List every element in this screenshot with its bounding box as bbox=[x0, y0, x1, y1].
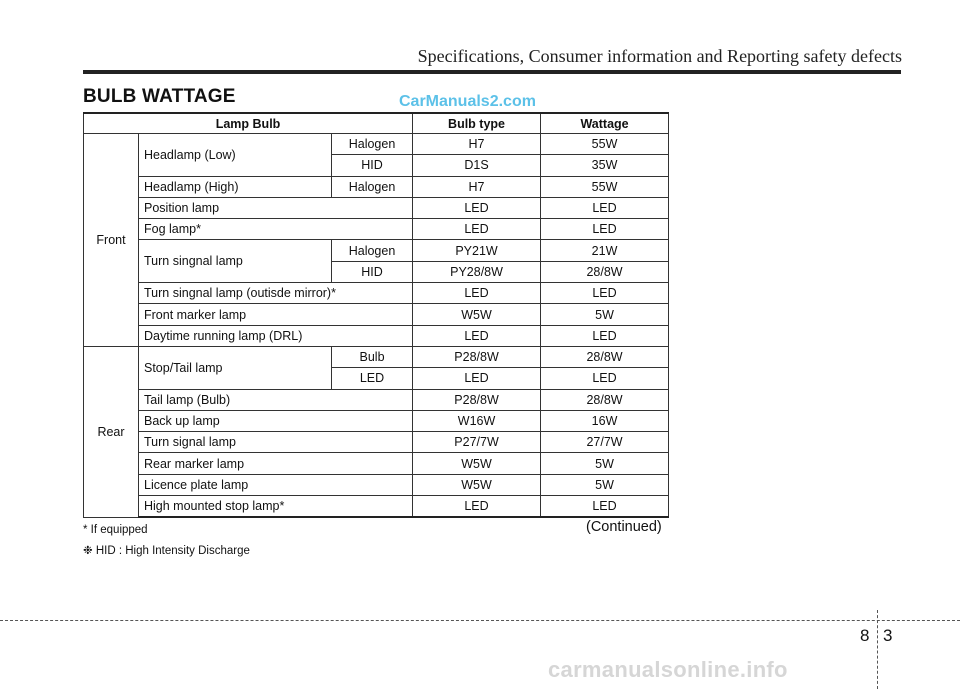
lamp-name: Turn singnal lamp bbox=[139, 240, 332, 283]
table-row bbox=[84, 134, 669, 155]
page-number-divider bbox=[877, 610, 878, 689]
bulb-type: W5W bbox=[413, 474, 541, 495]
bulb-type: LED bbox=[413, 283, 541, 304]
lamp-name: Headlamp (High) bbox=[139, 176, 332, 197]
bulb-type: LED bbox=[413, 368, 541, 389]
lamp-variant: HID bbox=[332, 261, 413, 282]
table-row bbox=[84, 389, 669, 410]
wattage: 5W bbox=[541, 304, 669, 325]
table-row bbox=[84, 432, 669, 453]
bulb-type: P28/8W bbox=[413, 346, 541, 367]
wattage: LED bbox=[541, 496, 669, 518]
table-row bbox=[84, 176, 669, 197]
lamp-variant: HID bbox=[332, 155, 413, 176]
table-row bbox=[84, 240, 669, 261]
wattage: LED bbox=[541, 219, 669, 240]
lamp-name: Turn signal lamp bbox=[139, 432, 413, 453]
lamp-variant: Halogen bbox=[332, 176, 413, 197]
table-row bbox=[84, 219, 669, 240]
lamp-name: Position lamp bbox=[139, 197, 413, 218]
wattage: 28/8W bbox=[541, 346, 669, 367]
wattage: 5W bbox=[541, 453, 669, 474]
wattage: LED bbox=[541, 325, 669, 346]
wattage: 55W bbox=[541, 176, 669, 197]
lamp-name: Daytime running lamp (DRL) bbox=[139, 325, 413, 346]
lamp-name: Rear marker lamp bbox=[139, 453, 413, 474]
wattage: LED bbox=[541, 197, 669, 218]
wattage: 16W bbox=[541, 410, 669, 431]
bulb-type: H7 bbox=[413, 176, 541, 197]
lamp-name: Licence plate lamp bbox=[139, 474, 413, 495]
bulb-type: W5W bbox=[413, 304, 541, 325]
bulb-type: H7 bbox=[413, 134, 541, 155]
wattage: 55W bbox=[541, 134, 669, 155]
lamp-name: Back up lamp bbox=[139, 410, 413, 431]
lamp-variant: Halogen bbox=[332, 240, 413, 261]
lamp-variant: LED bbox=[332, 368, 413, 389]
table-row bbox=[84, 304, 669, 325]
bulb-type: W5W bbox=[413, 453, 541, 474]
table-row bbox=[84, 453, 669, 474]
column-header-lamp-bulb: Lamp Bulb bbox=[84, 113, 413, 134]
wattage: 35W bbox=[541, 155, 669, 176]
wattage: 21W bbox=[541, 240, 669, 261]
watermark-top: CarManuals2.com bbox=[399, 93, 536, 110]
watermark-bottom: carmanualsonline.info bbox=[548, 657, 788, 682]
bulb-type: LED bbox=[413, 219, 541, 240]
section-title: BULB WATTAGE bbox=[83, 86, 236, 107]
bulb-type: D1S bbox=[413, 155, 541, 176]
bulb-type: LED bbox=[413, 325, 541, 346]
page-header-title: Specifications, Consumer information and Reporting safety defects bbox=[417, 46, 902, 66]
continued-label: (Continued) bbox=[586, 519, 662, 535]
table-row bbox=[84, 197, 669, 218]
table-row bbox=[84, 410, 669, 431]
table-row bbox=[84, 474, 669, 495]
wattage: 5W bbox=[541, 474, 669, 495]
lamp-variant: Bulb bbox=[332, 346, 413, 367]
bulb-type: LED bbox=[413, 496, 541, 518]
bulb-type: P27/7W bbox=[413, 432, 541, 453]
bulb-type: P28/8W bbox=[413, 389, 541, 410]
table-row bbox=[84, 496, 669, 518]
page-number: 3 bbox=[883, 626, 893, 645]
group-label-rear: Rear bbox=[84, 346, 139, 517]
wattage: LED bbox=[541, 283, 669, 304]
bulb-type: PY21W bbox=[413, 240, 541, 261]
lamp-name: High mounted stop lamp* bbox=[139, 496, 413, 518]
lamp-name: Front marker lamp bbox=[139, 304, 413, 325]
lamp-name: Turn singnal lamp (outisde mirror)* bbox=[139, 283, 413, 304]
table-row bbox=[84, 325, 669, 346]
column-header-wattage: Wattage bbox=[541, 113, 669, 134]
lamp-name: Tail lamp (Bulb) bbox=[139, 389, 413, 410]
table-header-row bbox=[84, 113, 669, 134]
bulb-wattage-table bbox=[83, 112, 669, 518]
lamp-variant: Halogen bbox=[332, 134, 413, 155]
footer-rule bbox=[0, 620, 960, 621]
bulb-type: LED bbox=[413, 197, 541, 218]
table-row bbox=[84, 283, 669, 304]
wattage: LED bbox=[541, 368, 669, 389]
lamp-name: Headlamp (Low) bbox=[139, 134, 332, 177]
lamp-name: Fog lamp* bbox=[139, 219, 413, 240]
page-chapter-number: 8 bbox=[860, 626, 870, 645]
lamp-name: Stop/Tail lamp bbox=[139, 346, 332, 389]
table-row bbox=[84, 346, 669, 367]
wattage: 27/7W bbox=[541, 432, 669, 453]
footnote-hid: ❉ HID : High Intensity Discharge bbox=[83, 545, 250, 557]
bulb-type: PY28/8W bbox=[413, 261, 541, 282]
header-rule bbox=[83, 70, 901, 74]
column-header-bulb-type: Bulb type bbox=[413, 113, 541, 134]
footnote-if-equipped: * If equipped bbox=[83, 524, 148, 536]
group-label-front: Front bbox=[84, 134, 139, 347]
bulb-type: W16W bbox=[413, 410, 541, 431]
wattage: 28/8W bbox=[541, 261, 669, 282]
wattage: 28/8W bbox=[541, 389, 669, 410]
